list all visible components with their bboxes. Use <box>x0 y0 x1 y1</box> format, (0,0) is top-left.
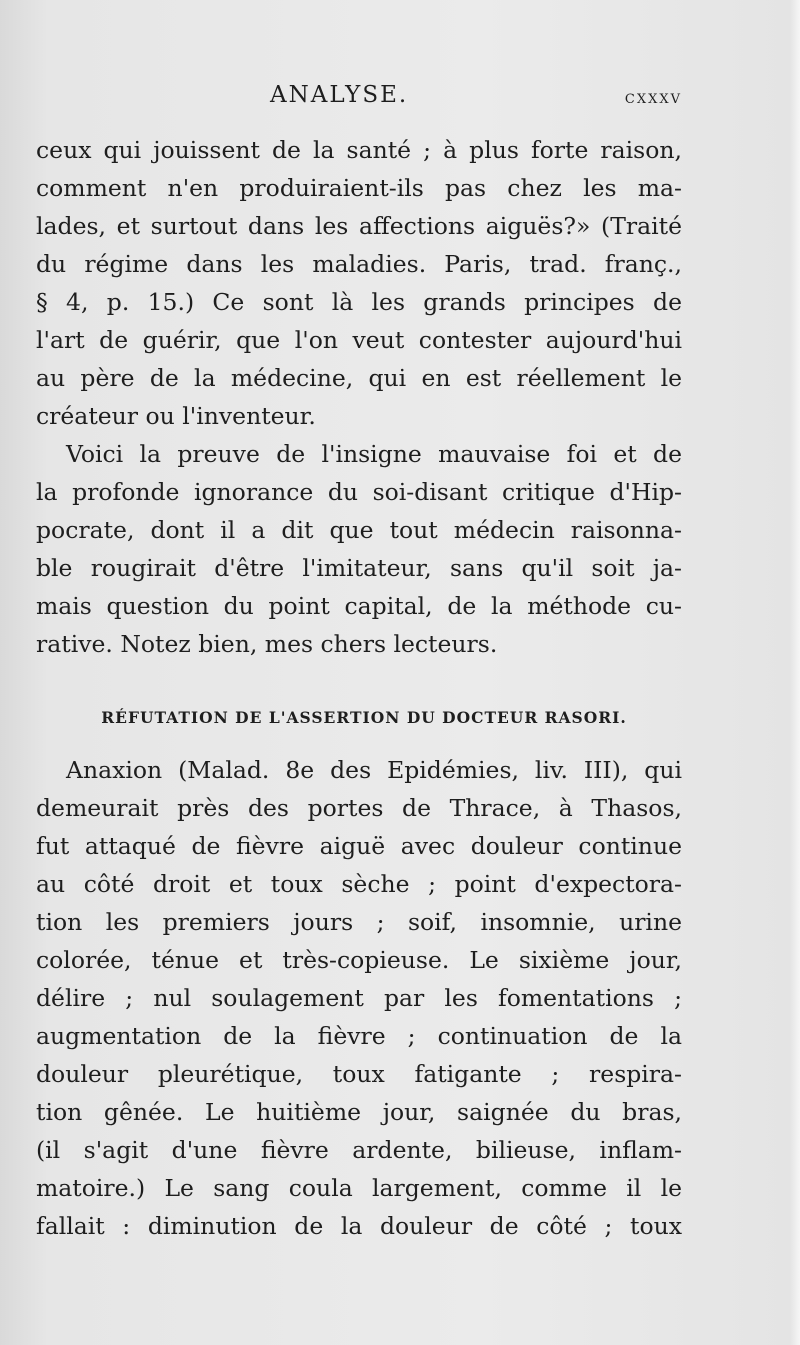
text-line: du régime dans les maladies. Paris, trad. franç., <box>36 250 682 278</box>
text-line: douleur pleurétique, toux fatigante ; respira- <box>36 1060 682 1088</box>
text-line: augmentation de la fièvre ; continuation de la <box>36 1022 682 1050</box>
paragraph-continued <box>36 131 682 435</box>
text-line: rative. Notez bien, mes chers lecteurs. <box>36 630 498 658</box>
spacer <box>36 663 682 705</box>
text-line: matoire.) Le sang coula largement, comme il le <box>36 1174 682 1202</box>
text-line: Anaxion (Malad. 8e des Epidémies, liv. III), qui <box>66 756 682 784</box>
text-line: l'art de guérir, que l'on veut contester aujourd'hui <box>36 326 682 354</box>
running-head: ANALYSE. <box>270 82 409 108</box>
text-line: fut attaqué de fièvre aiguë avec douleur continue <box>36 832 682 860</box>
text-line: fallait : diminution de la douleur de côté ; toux <box>36 1212 682 1240</box>
page-edge <box>790 0 800 1345</box>
paragraph <box>36 751 682 1245</box>
text-line: au côté droit et toux sèche ; point d'expectora- <box>36 870 682 898</box>
section-heading: RÉFUTATION DE L'ASSERTION DU DOCTEUR RASORI. <box>101 708 627 727</box>
text-line: mais question du point capital, de la méthode cu- <box>36 592 682 620</box>
text-line: pocrate, dont il a dit que tout médecin raisonna- <box>36 516 682 544</box>
text-line: (il s'agit d'une fièvre ardente, bilieuse, inflam- <box>36 1136 682 1164</box>
text-line: créateur ou l'inventeur. <box>36 402 316 430</box>
text-line: tion les premiers jours ; soif, insomnie, urine <box>36 908 682 936</box>
spacer <box>36 731 682 751</box>
text-line: comment n'en produiraient-ils pas chez les ma- <box>36 174 682 202</box>
text-line: la profonde ignorance du soi-disant critique d'Hip- <box>36 478 682 506</box>
text-line: Voici la preuve de l'insigne mauvaise foi et de <box>66 440 682 468</box>
page-number: cxxxv <box>624 87 682 108</box>
text-line: demeurait près des portes de Thrace, à Thasos, <box>36 794 682 822</box>
text-line: lades, et surtout dans les affections aiguës?» (Traité <box>36 212 682 240</box>
text-block <box>36 131 682 1245</box>
page-header <box>36 82 682 116</box>
text-line: colorée, ténue et très-copieuse. Le sixième jour, <box>36 946 682 974</box>
text-line: délire ; nul soulagement par les fomentations ; <box>36 984 682 1012</box>
text-line: ble rougirait d'être l'imitateur, sans qu'il soit ja- <box>36 554 682 582</box>
text-line: § 4, p. 15.) Ce sont là les grands principes de <box>36 288 682 316</box>
text-line: ceux qui jouissent de la santé ; à plus forte raison, <box>36 136 682 164</box>
paragraph <box>36 435 682 663</box>
text-line: au père de la médecine, qui en est réellement le <box>36 364 682 392</box>
text-line: tion gênée. Le huitième jour, saignée du bras, <box>36 1098 682 1126</box>
